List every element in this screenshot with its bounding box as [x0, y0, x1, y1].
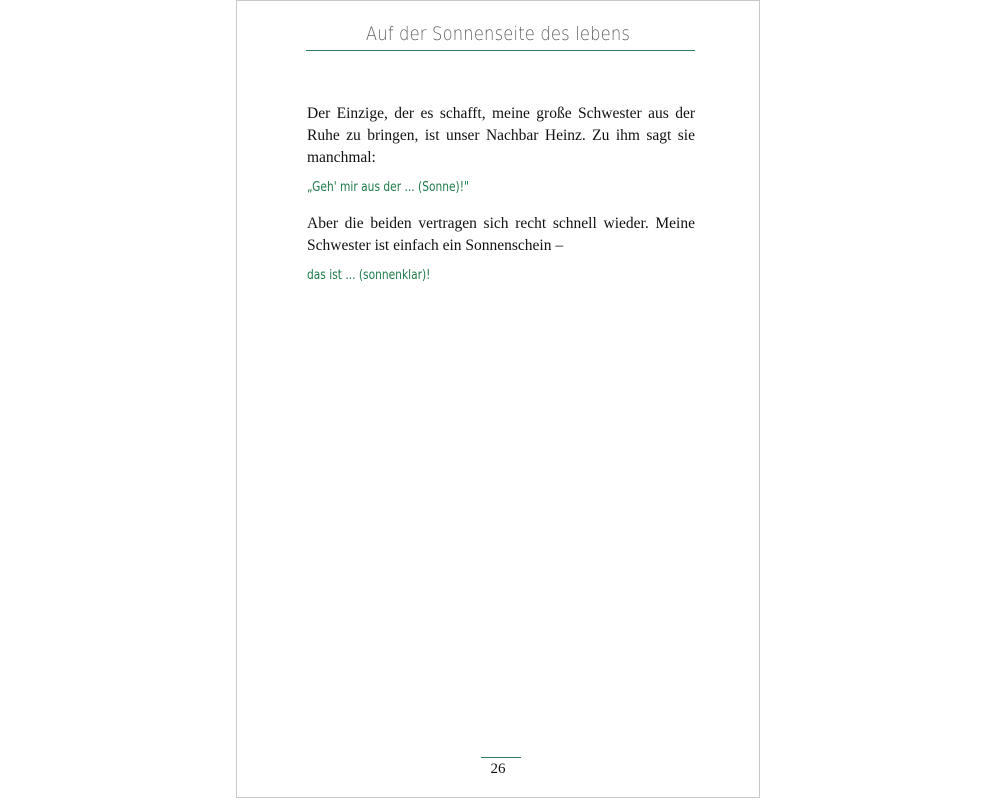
- footer-divider: [481, 757, 521, 758]
- book-page: [236, 0, 760, 798]
- running-header-title: Auf der Sonnenseite des lebens: [365, 23, 631, 45]
- page-content: [307, 103, 695, 301]
- page-number: 26: [490, 761, 506, 777]
- body-paragraph-2: Aber die beiden vertragen sich recht schnell wieder. Meine Schwester ist einfach ein Sonnenschein –: [307, 215, 695, 254]
- handwritten-quote-2: das ist ... (sonnenklar)!: [307, 268, 431, 283]
- handwritten-quote-1: „Geh' mir aus der ... (Sonne)!": [307, 180, 469, 195]
- header-divider: [306, 50, 695, 51]
- body-paragraph-1: Der Einzige, der es schafft, meine große Schwester aus der Ruhe zu bringen, ist unser Nachbar Heinz. Zu ihm sagt sie manchmal:: [307, 105, 695, 166]
